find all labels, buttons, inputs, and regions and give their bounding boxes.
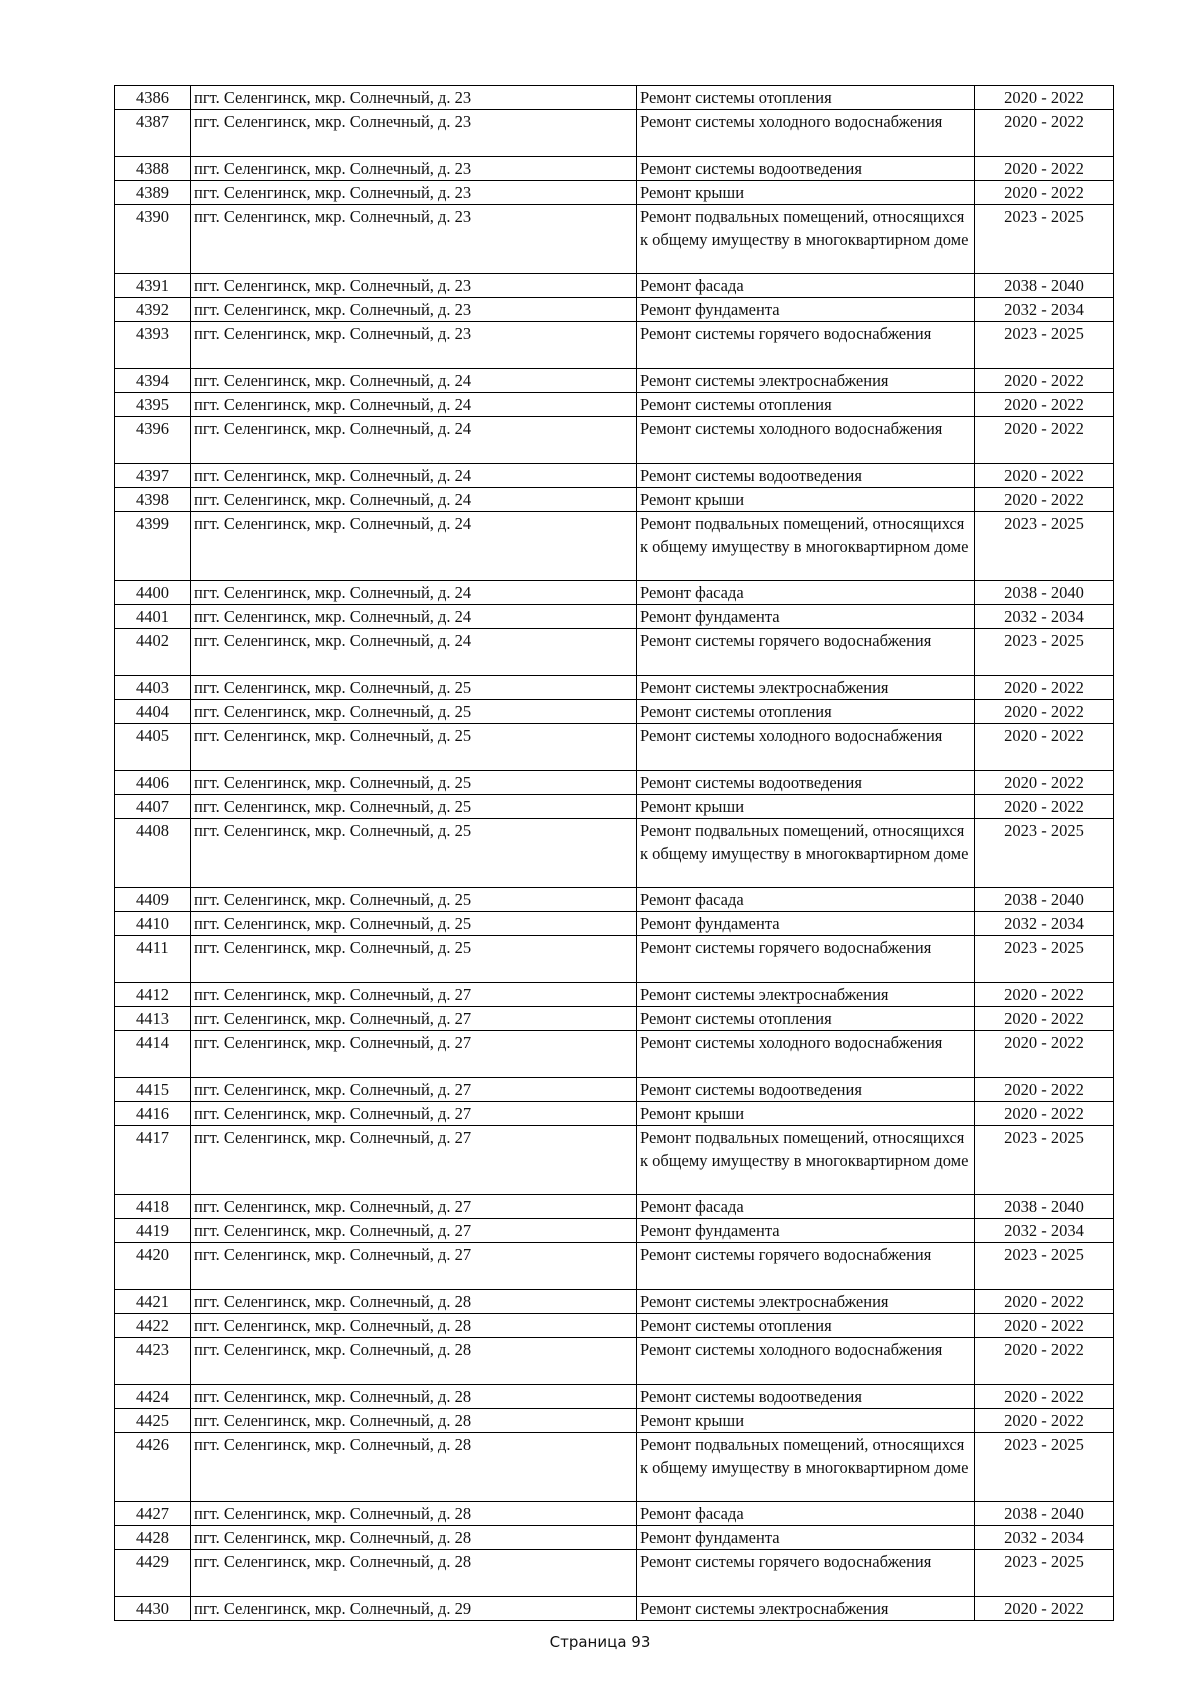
row-number: 4391 [115, 274, 191, 298]
address-cell: пгт. Селенгинск, мкр. Солнечный, д. 28 [191, 1550, 637, 1597]
period-cell: 2020 - 2022 [975, 181, 1114, 205]
address-cell: пгт. Селенгинск, мкр. Солнечный, д. 25 [191, 771, 637, 795]
work-type-cell: Ремонт системы холодного водоснабжения [637, 1031, 975, 1078]
address-cell: пгт. Селенгинск, мкр. Солнечный, д. 28 [191, 1385, 637, 1409]
table-row [115, 181, 1114, 205]
table-row [115, 1078, 1114, 1102]
work-type-cell: Ремонт подвальных помещений, относящихся к общему имуществу в многоквартирном доме [637, 512, 975, 581]
table-row [115, 157, 1114, 181]
row-number: 4425 [115, 1409, 191, 1433]
work-type-cell: Ремонт системы отопления [637, 1314, 975, 1338]
period-cell: 2020 - 2022 [975, 1314, 1114, 1338]
row-number: 4427 [115, 1502, 191, 1526]
table-row [115, 1338, 1114, 1385]
address-cell: пгт. Селенгинск, мкр. Солнечный, д. 23 [191, 157, 637, 181]
period-cell: 2020 - 2022 [975, 157, 1114, 181]
address-cell: пгт. Селенгинск, мкр. Солнечный, д. 28 [191, 1433, 637, 1502]
period-cell: 2020 - 2022 [975, 1385, 1114, 1409]
table-row [115, 724, 1114, 771]
table-row [115, 1314, 1114, 1338]
address-cell: пгт. Селенгинск, мкр. Солнечный, д. 25 [191, 676, 637, 700]
work-type-cell: Ремонт системы отопления [637, 393, 975, 417]
work-type-cell: Ремонт фасада [637, 1502, 975, 1526]
period-cell: 2032 - 2034 [975, 298, 1114, 322]
row-number: 4426 [115, 1433, 191, 1502]
work-type-cell: Ремонт крыши [637, 181, 975, 205]
address-cell: пгт. Селенгинск, мкр. Солнечный, д. 28 [191, 1502, 637, 1526]
row-number: 4416 [115, 1102, 191, 1126]
row-number: 4423 [115, 1338, 191, 1385]
address-cell: пгт. Селенгинск, мкр. Солнечный, д. 25 [191, 700, 637, 724]
period-cell: 2020 - 2022 [975, 1290, 1114, 1314]
period-cell: 2020 - 2022 [975, 1102, 1114, 1126]
work-type-cell: Ремонт подвальных помещений, относящихся к общему имуществу в многоквартирном доме [637, 1433, 975, 1502]
work-type-cell: Ремонт системы горячего водоснабжения [637, 1243, 975, 1290]
row-number: 4419 [115, 1219, 191, 1243]
table-row [115, 464, 1114, 488]
row-number: 4414 [115, 1031, 191, 1078]
table-row [115, 912, 1114, 936]
row-number: 4406 [115, 771, 191, 795]
address-cell: пгт. Селенгинск, мкр. Солнечный, д. 27 [191, 1243, 637, 1290]
table-row [115, 1290, 1114, 1314]
row-number: 4387 [115, 110, 191, 157]
address-cell: пгт. Селенгинск, мкр. Солнечный, д. 24 [191, 512, 637, 581]
work-type-cell: Ремонт системы электроснабжения [637, 369, 975, 393]
row-number: 4429 [115, 1550, 191, 1597]
table-row [115, 983, 1114, 1007]
address-cell: пгт. Селенгинск, мкр. Солнечный, д. 23 [191, 205, 637, 274]
table-row [115, 1126, 1114, 1195]
table-row [115, 393, 1114, 417]
address-cell: пгт. Селенгинск, мкр. Солнечный, д. 25 [191, 795, 637, 819]
row-number: 4402 [115, 629, 191, 676]
table-row [115, 1195, 1114, 1219]
work-type-cell: Ремонт подвальных помещений, относящихся к общему имуществу в многоквартирном доме [637, 1126, 975, 1195]
period-cell: 2023 - 2025 [975, 936, 1114, 983]
table-row [115, 86, 1114, 110]
row-number: 4400 [115, 581, 191, 605]
row-number: 4422 [115, 1314, 191, 1338]
address-cell: пгт. Селенгинск, мкр. Солнечный, д. 27 [191, 983, 637, 1007]
page-number: Страница 93 [549, 1633, 651, 1651]
address-cell: пгт. Селенгинск, мкр. Солнечный, д. 24 [191, 417, 637, 464]
work-type-cell: Ремонт системы отопления [637, 86, 975, 110]
address-cell: пгт. Селенгинск, мкр. Солнечный, д. 25 [191, 888, 637, 912]
table-row [115, 512, 1114, 581]
period-cell: 2032 - 2034 [975, 912, 1114, 936]
work-type-cell: Ремонт фундамента [637, 298, 975, 322]
address-cell: пгт. Селенгинск, мкр. Солнечный, д. 27 [191, 1126, 637, 1195]
row-number: 4430 [115, 1597, 191, 1621]
row-number: 4395 [115, 393, 191, 417]
row-number: 4392 [115, 298, 191, 322]
period-cell: 2038 - 2040 [975, 274, 1114, 298]
table-row [115, 488, 1114, 512]
period-cell: 2023 - 2025 [975, 1550, 1114, 1597]
row-number: 4410 [115, 912, 191, 936]
address-cell: пгт. Селенгинск, мкр. Солнечный, д. 24 [191, 393, 637, 417]
row-number: 4409 [115, 888, 191, 912]
period-cell: 2020 - 2022 [975, 369, 1114, 393]
table-row [115, 605, 1114, 629]
work-type-cell: Ремонт крыши [637, 488, 975, 512]
address-cell: пгт. Селенгинск, мкр. Солнечный, д. 27 [191, 1078, 637, 1102]
work-type-cell: Ремонт системы холодного водоснабжения [637, 724, 975, 771]
period-cell: 2020 - 2022 [975, 676, 1114, 700]
row-number: 4407 [115, 795, 191, 819]
table-row [115, 676, 1114, 700]
row-number: 4397 [115, 464, 191, 488]
period-cell: 2020 - 2022 [975, 983, 1114, 1007]
table-row [115, 1007, 1114, 1031]
row-number: 4390 [115, 205, 191, 274]
row-number: 4408 [115, 819, 191, 888]
period-cell: 2020 - 2022 [975, 488, 1114, 512]
table-row [115, 700, 1114, 724]
work-type-cell: Ремонт системы холодного водоснабжения [637, 110, 975, 157]
work-type-cell: Ремонт системы холодного водоснабжения [637, 1338, 975, 1385]
row-number: 4418 [115, 1195, 191, 1219]
period-cell: 2023 - 2025 [975, 1126, 1114, 1195]
table-row [115, 1502, 1114, 1526]
work-type-cell: Ремонт системы горячего водоснабжения [637, 629, 975, 676]
row-number: 4386 [115, 86, 191, 110]
table-row [115, 1409, 1114, 1433]
address-cell: пгт. Селенгинск, мкр. Солнечный, д. 24 [191, 581, 637, 605]
address-cell: пгт. Селенгинск, мкр. Солнечный, д. 23 [191, 86, 637, 110]
address-cell: пгт. Селенгинск, мкр. Солнечный, д. 24 [191, 369, 637, 393]
row-number: 4415 [115, 1078, 191, 1102]
period-cell: 2020 - 2022 [975, 795, 1114, 819]
work-type-cell: Ремонт системы отопления [637, 700, 975, 724]
period-cell: 2020 - 2022 [975, 771, 1114, 795]
table-row [115, 274, 1114, 298]
address-cell: пгт. Селенгинск, мкр. Солнечный, д. 24 [191, 488, 637, 512]
work-type-cell: Ремонт подвальных помещений, относящихся к общему имуществу в многоквартирном доме [637, 205, 975, 274]
address-cell: пгт. Селенгинск, мкр. Солнечный, д. 24 [191, 629, 637, 676]
table-row [115, 322, 1114, 369]
period-cell: 2038 - 2040 [975, 1502, 1114, 1526]
work-type-cell: Ремонт крыши [637, 1102, 975, 1126]
row-number: 4413 [115, 1007, 191, 1031]
period-cell: 2023 - 2025 [975, 205, 1114, 274]
table-row [115, 1243, 1114, 1290]
address-cell: пгт. Селенгинск, мкр. Солнечный, д. 28 [191, 1290, 637, 1314]
period-cell: 2020 - 2022 [975, 1409, 1114, 1433]
row-number: 4428 [115, 1526, 191, 1550]
work-type-cell: Ремонт фасада [637, 888, 975, 912]
address-cell: пгт. Селенгинск, мкр. Солнечный, д. 25 [191, 912, 637, 936]
table-row [115, 581, 1114, 605]
work-type-cell: Ремонт системы горячего водоснабжения [637, 322, 975, 369]
work-type-cell: Ремонт фасада [637, 581, 975, 605]
table-row [115, 1219, 1114, 1243]
work-type-cell: Ремонт системы горячего водоснабжения [637, 1550, 975, 1597]
address-cell: пгт. Селенгинск, мкр. Солнечный, д. 27 [191, 1007, 637, 1031]
table-row [115, 1102, 1114, 1126]
table-row [115, 110, 1114, 157]
table-row [115, 1597, 1114, 1621]
table-row [115, 936, 1114, 983]
row-number: 4417 [115, 1126, 191, 1195]
table-row [115, 369, 1114, 393]
row-number: 4389 [115, 181, 191, 205]
period-cell: 2020 - 2022 [975, 393, 1114, 417]
work-type-cell: Ремонт фундамента [637, 605, 975, 629]
table-body [115, 86, 1114, 1621]
work-type-cell: Ремонт фундамента [637, 1219, 975, 1243]
work-type-cell: Ремонт системы водоотведения [637, 1385, 975, 1409]
row-number: 4399 [115, 512, 191, 581]
period-cell: 2023 - 2025 [975, 512, 1114, 581]
row-number: 4398 [115, 488, 191, 512]
period-cell: 2023 - 2025 [975, 322, 1114, 369]
table-row [115, 417, 1114, 464]
table-row [115, 1385, 1114, 1409]
work-type-cell: Ремонт системы электроснабжения [637, 1290, 975, 1314]
period-cell: 2020 - 2022 [975, 464, 1114, 488]
work-type-cell: Ремонт подвальных помещений, относящихся к общему имуществу в многоквартирном доме [637, 819, 975, 888]
row-number: 4396 [115, 417, 191, 464]
address-cell: пгт. Селенгинск, мкр. Солнечный, д. 23 [191, 298, 637, 322]
period-cell: 2032 - 2034 [975, 1526, 1114, 1550]
period-cell: 2020 - 2022 [975, 724, 1114, 771]
row-number: 4424 [115, 1385, 191, 1409]
address-cell: пгт. Селенгинск, мкр. Солнечный, д. 25 [191, 936, 637, 983]
address-cell: пгт. Селенгинск, мкр. Солнечный, д. 28 [191, 1526, 637, 1550]
work-type-cell: Ремонт системы электроснабжения [637, 1597, 975, 1621]
period-cell: 2020 - 2022 [975, 1078, 1114, 1102]
period-cell: 2038 - 2040 [975, 888, 1114, 912]
address-cell: пгт. Селенгинск, мкр. Солнечный, д. 27 [191, 1219, 637, 1243]
table-row [115, 205, 1114, 274]
table-row [115, 1550, 1114, 1597]
row-number: 4388 [115, 157, 191, 181]
period-cell: 2023 - 2025 [975, 1433, 1114, 1502]
period-cell: 2020 - 2022 [975, 700, 1114, 724]
period-cell: 2020 - 2022 [975, 1007, 1114, 1031]
period-cell: 2038 - 2040 [975, 581, 1114, 605]
work-type-cell: Ремонт системы холодного водоснабжения [637, 417, 975, 464]
period-cell: 2020 - 2022 [975, 1031, 1114, 1078]
work-type-cell: Ремонт системы отопления [637, 1007, 975, 1031]
table-row [115, 771, 1114, 795]
period-cell: 2020 - 2022 [975, 1338, 1114, 1385]
row-number: 4393 [115, 322, 191, 369]
row-number: 4401 [115, 605, 191, 629]
row-number: 4412 [115, 983, 191, 1007]
table-row [115, 298, 1114, 322]
address-cell: пгт. Селенгинск, мкр. Солнечный, д. 28 [191, 1409, 637, 1433]
table-row [115, 888, 1114, 912]
work-type-cell: Ремонт системы электроснабжения [637, 983, 975, 1007]
work-type-cell: Ремонт крыши [637, 1409, 975, 1433]
row-number: 4404 [115, 700, 191, 724]
work-type-cell: Ремонт системы водоотведения [637, 157, 975, 181]
address-cell: пгт. Селенгинск, мкр. Солнечный, д. 23 [191, 110, 637, 157]
address-cell: пгт. Селенгинск, мкр. Солнечный, д. 23 [191, 322, 637, 369]
address-cell: пгт. Селенгинск, мкр. Солнечный, д. 27 [191, 1195, 637, 1219]
address-cell: пгт. Селенгинск, мкр. Солнечный, д. 29 [191, 1597, 637, 1621]
work-type-cell: Ремонт системы водоотведения [637, 771, 975, 795]
address-cell: пгт. Селенгинск, мкр. Солнечный, д. 23 [191, 274, 637, 298]
work-type-cell: Ремонт фундамента [637, 1526, 975, 1550]
table-row [115, 1433, 1114, 1502]
address-cell: пгт. Селенгинск, мкр. Солнечный, д. 24 [191, 605, 637, 629]
table-row [115, 1031, 1114, 1078]
row-number: 4405 [115, 724, 191, 771]
table-row [115, 795, 1114, 819]
period-cell: 2032 - 2034 [975, 605, 1114, 629]
period-cell: 2020 - 2022 [975, 110, 1114, 157]
period-cell: 2020 - 2022 [975, 417, 1114, 464]
address-cell: пгт. Селенгинск, мкр. Солнечный, д. 28 [191, 1338, 637, 1385]
period-cell: 2038 - 2040 [975, 1195, 1114, 1219]
address-cell: пгт. Селенгинск, мкр. Солнечный, д. 24 [191, 464, 637, 488]
row-number: 4394 [115, 369, 191, 393]
row-number: 4420 [115, 1243, 191, 1290]
work-type-cell: Ремонт фасада [637, 274, 975, 298]
work-type-cell: Ремонт системы водоотведения [637, 1078, 975, 1102]
row-number: 4411 [115, 936, 191, 983]
work-type-cell: Ремонт системы горячего водоснабжения [637, 936, 975, 983]
work-type-cell: Ремонт крыши [637, 795, 975, 819]
period-cell: 2020 - 2022 [975, 86, 1114, 110]
work-type-cell: Ремонт системы электроснабжения [637, 676, 975, 700]
period-cell: 2023 - 2025 [975, 819, 1114, 888]
period-cell: 2032 - 2034 [975, 1219, 1114, 1243]
work-type-cell: Ремонт системы водоотведения [637, 464, 975, 488]
address-cell: пгт. Селенгинск, мкр. Солнечный, д. 25 [191, 819, 637, 888]
period-cell: 2023 - 2025 [975, 1243, 1114, 1290]
repair-schedule-table [114, 85, 1114, 1621]
address-cell: пгт. Селенгинск, мкр. Солнечный, д. 25 [191, 724, 637, 771]
table-row [115, 1526, 1114, 1550]
row-number: 4403 [115, 676, 191, 700]
work-type-cell: Ремонт фундамента [637, 912, 975, 936]
table-row [115, 629, 1114, 676]
period-cell: 2020 - 2022 [975, 1597, 1114, 1621]
table-row [115, 819, 1114, 888]
address-cell: пгт. Селенгинск, мкр. Солнечный, д. 23 [191, 181, 637, 205]
row-number: 4421 [115, 1290, 191, 1314]
address-cell: пгт. Селенгинск, мкр. Солнечный, д. 28 [191, 1314, 637, 1338]
address-cell: пгт. Селенгинск, мкр. Солнечный, д. 27 [191, 1102, 637, 1126]
period-cell: 2023 - 2025 [975, 629, 1114, 676]
work-type-cell: Ремонт фасада [637, 1195, 975, 1219]
address-cell: пгт. Селенгинск, мкр. Солнечный, д. 27 [191, 1031, 637, 1078]
